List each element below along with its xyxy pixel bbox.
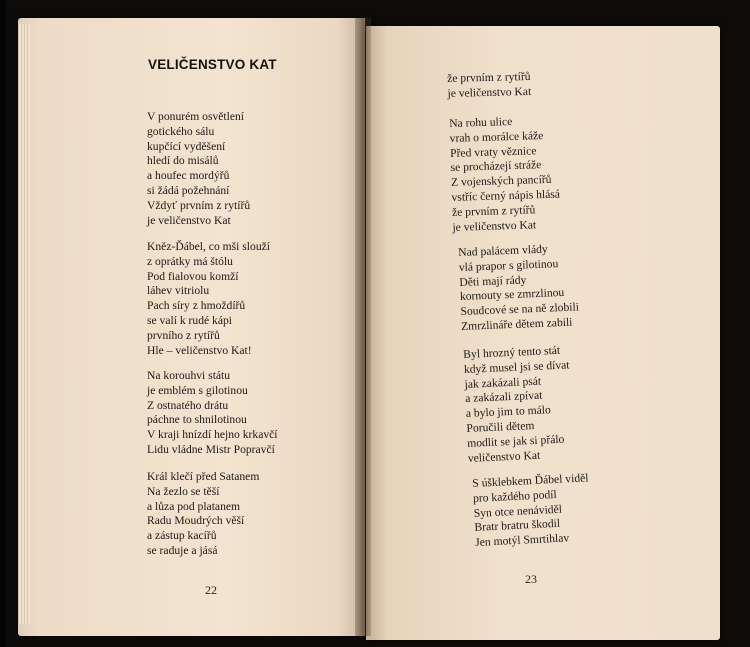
verse-line: Jen motýl Smrtihlav	[474, 531, 570, 550]
verse-line: páchne to shnilotinou	[147, 413, 247, 427]
book-gutter	[355, 18, 371, 636]
verse-line: si žádá požehnání	[147, 183, 230, 197]
verse-line: Nad palácem vlády	[458, 242, 548, 259]
verse-line: modlit se jak si přálo	[466, 432, 565, 450]
verse-line: hledí do misálů	[147, 154, 219, 168]
left-stanza-4	[147, 470, 259, 559]
verse-line: Hle – veličenstvo Kat!	[147, 343, 252, 357]
verse-line: prvního z rytířů	[147, 328, 220, 342]
verse-line: Na žezlo se těší	[147, 484, 220, 498]
verse-line: Poručili dětem	[466, 418, 535, 435]
left-stanza-3	[147, 369, 278, 458]
verse-line: láhev vitriolu	[147, 284, 210, 298]
verse-line: se procházejí stráže	[450, 158, 542, 175]
poem-title: VELIČENSTVO KAT	[148, 57, 277, 72]
verse-line: se valí k rudé kápi	[147, 313, 232, 327]
verse-line: veličenstvo Kat	[467, 448, 541, 465]
verse-line: je emblém s gilotinou	[147, 383, 248, 397]
verse-line: Byl hrozný tento stát	[463, 343, 561, 361]
verse-line: kupčící vyděšení	[147, 139, 226, 153]
verse-line: vlá prapor s gilotinou	[458, 256, 559, 274]
verse-line: Král klečí před Satanem	[147, 470, 260, 483]
verse-line: z oprátky má štólu	[147, 254, 233, 268]
verse-line: Pod fialovou komží	[147, 269, 239, 283]
verse-line: jak zakázali psát	[464, 374, 542, 391]
verse-line: Před vraty věznice	[449, 143, 537, 160]
verse-line: a zástup kacířů	[147, 529, 217, 543]
right-stanza-2	[449, 114, 561, 236]
right-stanza-4	[463, 343, 574, 466]
verse-line: je veličenstvo Kat	[452, 217, 537, 234]
verse-line: a bylo jim to málo	[465, 403, 552, 421]
verse-line: Vždyť prvním z rytířů	[147, 198, 251, 212]
verse-line: gotického sálu	[147, 124, 215, 138]
verse-line: Na korouhvi státu	[147, 369, 231, 382]
verse-line: a zakázali zpívat	[464, 388, 543, 406]
verse-line: je veličenstvo Kat	[147, 213, 231, 227]
verse-line: se raduje a jásá	[147, 543, 218, 557]
verse-line: Zmrzlináře dětem zabili	[460, 315, 573, 333]
verse-line: Z ostnatého drátu	[147, 398, 229, 412]
verse-line: V kraji hnízdí hejno krkavčí	[147, 428, 278, 442]
left-stanza-1	[147, 110, 250, 228]
verse-line: je veličenstvo Kat	[447, 84, 532, 100]
verse-line: Děti mají rády	[459, 273, 527, 289]
right-stanza-1	[447, 70, 531, 102]
verse-line: vstříc černý nápis hlásá	[451, 187, 561, 204]
open-book	[10, 18, 720, 636]
right-stanza-3	[458, 241, 580, 334]
verse-line: Pach síry z hmoždířů	[147, 299, 246, 313]
verse-line: Bratr bratru škodil	[474, 517, 561, 535]
scan-border	[0, 0, 6, 647]
verse-line: S úšklebkem Ďábel viděl	[472, 471, 589, 490]
verse-line: že prvním z rytířů	[451, 203, 536, 219]
page-number-left: 22	[205, 583, 217, 597]
verse-line: vrah o morálce káže	[449, 128, 544, 145]
verse-line: že prvním z rytířů	[447, 69, 531, 85]
verse-line: Lidu vládne Mistr Popravčí	[147, 442, 275, 456]
page-edges	[18, 24, 30, 624]
verse-line: pro každého podíl	[472, 487, 557, 505]
left-stanza-2	[147, 240, 270, 358]
verse-line: kornouty se zmrzlinou	[459, 286, 565, 304]
verse-line: Z vojenských pancířů	[450, 173, 552, 190]
verse-line: Radu Moudrých věší	[147, 514, 245, 528]
verse-line: Syn otce nenáviděl	[473, 502, 563, 520]
verse-line: V ponurém osvětlení	[147, 110, 245, 123]
verse-line: Kněz-Ďábel, co mši slouží	[147, 240, 270, 253]
verse-line: Soudcové se na ně zlobili	[460, 300, 580, 319]
page-number-right: 23	[525, 572, 537, 586]
verse-line: a houfec mordýřů	[147, 169, 230, 183]
verse-line: a lůza pod platanem	[147, 499, 241, 513]
verse-line: Na rohu ulice	[449, 115, 513, 130]
right-stanza-5	[472, 471, 592, 551]
verse-line: když musel jsi se dívat	[463, 358, 570, 376]
